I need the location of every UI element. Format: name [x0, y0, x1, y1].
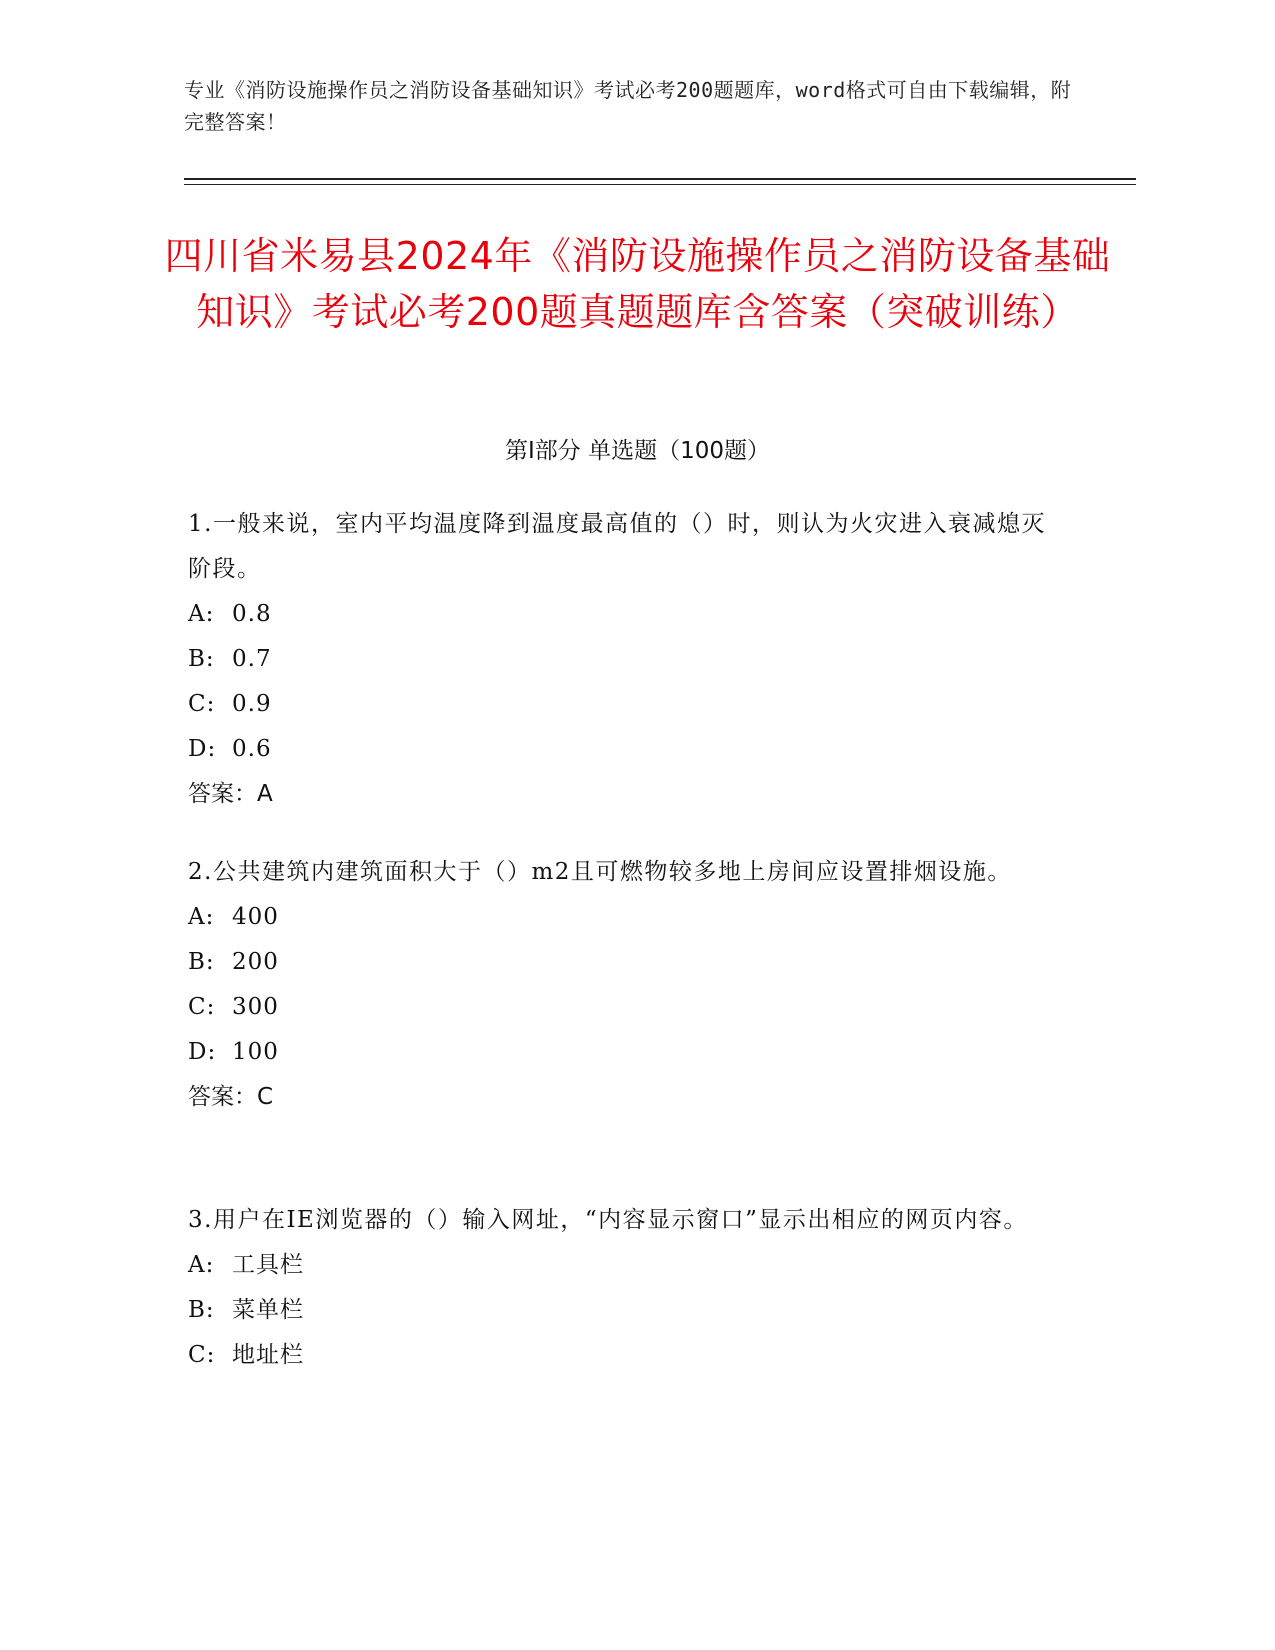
question-2	[188, 850, 1068, 1120]
option-text: 0.7	[232, 646, 272, 672]
question-3	[188, 1198, 1068, 1378]
option-d	[188, 1030, 1068, 1075]
header-divider-thick	[184, 178, 1136, 180]
question-stem: 3.用户在IE浏览器的（）输入网址，“内容显示窗口”显示出相应的网页内容。	[188, 1207, 1028, 1233]
option-text: 工具栏	[232, 1252, 304, 1278]
answer-line: 答案：C	[188, 1084, 274, 1110]
option-letter: B:	[188, 949, 215, 975]
option-letter: B:	[188, 646, 215, 672]
option-b	[188, 637, 1068, 682]
option-a	[188, 1243, 1068, 1288]
option-letter: D:	[188, 1039, 217, 1065]
option-text: 400	[232, 904, 279, 930]
option-d	[188, 727, 1068, 772]
option-text: 地址栏	[232, 1342, 304, 1368]
question-stem: 2.公共建筑内建筑面积大于（）m2且可燃物较多地上房间应设置排烟设施。	[188, 859, 1012, 885]
option-letter: A:	[188, 904, 215, 930]
option-text: 100	[232, 1039, 279, 1065]
question-stem: 1.一般来说，室内平均温度降到温度最高值的（）时，则认为火灾进入衰减熄灭阶段。	[188, 511, 1046, 582]
header-note: 专业《消防设施操作员之消防设备基础知识》考试必考200题题库，word格式可自由下载编辑，附完整答案！	[184, 78, 1072, 134]
option-b	[188, 1288, 1068, 1333]
option-b	[188, 940, 1068, 985]
option-text: 0.9	[232, 691, 272, 717]
question-1	[188, 502, 1068, 817]
header-divider-thin	[184, 184, 1136, 185]
option-c	[188, 1333, 1068, 1378]
option-text: 200	[232, 949, 279, 975]
option-letter: D:	[188, 736, 217, 762]
option-letter: C:	[188, 1342, 216, 1368]
option-text: 菜单栏	[232, 1297, 304, 1323]
option-letter: A:	[188, 601, 215, 627]
option-text: 0.6	[232, 736, 272, 762]
option-letter: C:	[188, 691, 216, 717]
option-letter: C:	[188, 994, 216, 1020]
option-text: 300	[232, 994, 279, 1020]
answer-line: 答案：A	[188, 781, 273, 807]
option-letter: B:	[188, 1297, 215, 1323]
option-a	[188, 895, 1068, 940]
document-title: 四川省米易县2024年《消防设施操作员之消防设备基础知识》考试必考200题真题题库含答案（突破训练）	[164, 234, 1111, 334]
option-c	[188, 682, 1068, 727]
option-a	[188, 592, 1068, 637]
option-text: 0.8	[232, 601, 272, 627]
option-letter: A:	[188, 1252, 215, 1278]
option-c	[188, 985, 1068, 1030]
section-heading: 第Ⅰ部分 单选题（100题）	[505, 438, 770, 464]
